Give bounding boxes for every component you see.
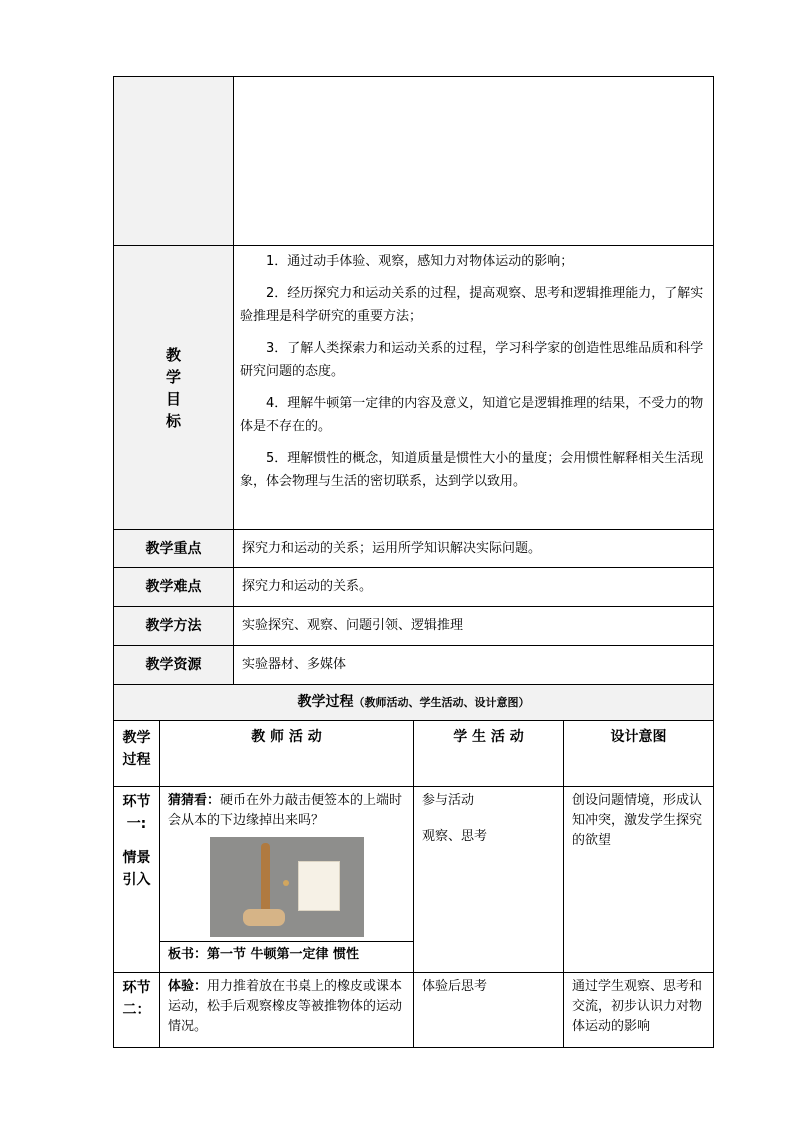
objective-item: 2．经历探究力和运动关系的过程，提高观察、思考和逻辑推理能力，了解实验推理是科学研究的重要方法； [240, 286, 704, 324]
lesson-plan-document [113, 76, 713, 1048]
col-student-header: 学 生 活 动 [414, 721, 564, 787]
key-points-row [114, 530, 714, 568]
teacher-activity-text: 用力推着放在书桌上的橡皮或课本运动，松手后观察橡皮等被推物体的运动情况。 [168, 979, 403, 1034]
difficulties-value: 探究力和运动的关系。 [234, 568, 714, 607]
objectives-label [114, 246, 234, 530]
methods-value: 实验探究、观察、问题引领、逻辑推理 [234, 607, 714, 646]
objective-item: 3．了解人类探索力和运动关系的过程，学习科学家的创造性思维品质和科学研究问题的态度。 [240, 341, 704, 379]
process-header [114, 685, 714, 721]
student-activity: 参与活动 [422, 793, 475, 808]
process-header-row [114, 685, 714, 721]
objective-item: 1．通过动手体验、观察，感知力对物体运动的影响； [266, 254, 574, 269]
stage-name: 情景引入 [122, 850, 151, 888]
empty-label-cell [114, 77, 234, 246]
stage-number: 环节一: [122, 794, 151, 832]
empty-content-cell [234, 77, 714, 246]
col-teacher-header: 教 师 活 动 [160, 721, 414, 787]
design-intent-cell: 创设问题情境，形成认知冲突，激发学生探究的欲望 [564, 787, 714, 973]
hammer-head [243, 909, 285, 926]
objectives-label-char: 学 [165, 367, 181, 386]
stage-cell [114, 787, 160, 973]
teacher-activity-cell [160, 973, 414, 1048]
notepad [298, 861, 340, 911]
process-subtitle: （教师活动、学生活动、设计意图） [353, 696, 530, 709]
col-stage-header: 教学过程 [114, 721, 160, 787]
coin [283, 880, 289, 886]
stage-cell [114, 973, 160, 1048]
teacher-activity-cell [160, 787, 414, 973]
key-points-label: 教学重点 [114, 530, 234, 568]
resources-value: 实验器材、多媒体 [234, 646, 714, 685]
methods-label: 教学方法 [114, 607, 234, 646]
objectives-row [114, 246, 714, 530]
hammer-coin-notepad-photo [210, 837, 364, 937]
difficulties-row [114, 568, 714, 607]
board-note: 板书：第一节 牛顿第一定律 惯性 [160, 941, 413, 969]
stage-number: 环节二： [122, 980, 151, 1018]
process-title: 教学过程 [297, 694, 354, 710]
difficulties-label: 教学难点 [114, 568, 234, 607]
objective-item: 4．理解牛顿第一定律的内容及意义，知道它是逻辑推理的结果，不受力的物体是不存在的。 [240, 396, 704, 434]
objectives-label-char: 教 [165, 345, 181, 364]
methods-row [114, 607, 714, 646]
process-row [114, 973, 714, 1048]
empty-top-row [114, 77, 714, 246]
objectives-label-char: 标 [165, 411, 181, 430]
objectives-list [234, 246, 714, 530]
resources-label: 教学资源 [114, 646, 234, 685]
col-design-header: 设计意图 [564, 721, 714, 787]
objectives-label-char: 目 [165, 389, 181, 408]
process-columns-row [114, 721, 714, 787]
teacher-activity-lead: 猜猜看： [168, 793, 221, 808]
student-activity-cell [414, 973, 564, 1048]
design-intent-cell: 通过学生观察、思考和交流，初步认识力对物体运动的影响 [564, 973, 714, 1048]
teacher-activity-text: 硬币在外力敲击便签本的上端时会从本的下边缘掉出来吗？ [168, 793, 403, 828]
teacher-activity-lead: 体验： [168, 979, 208, 994]
key-points-value: 探究力和运动的关系；运用所学知识解决实际问题。 [234, 530, 714, 568]
objective-item: 5．理解惯性的概念，知道质量是惯性大小的量度；会用惯性解释相关生活现象，体会物理与生活的密切联系，达到学以致用。 [240, 451, 704, 489]
student-activity: 体验后思考 [422, 979, 488, 994]
student-activity-cell [414, 787, 564, 973]
hammer-handle [261, 843, 270, 915]
resources-row [114, 646, 714, 685]
student-activity: 观察、思考 [422, 829, 488, 844]
process-row [114, 787, 714, 973]
lesson-plan-table [113, 76, 714, 1048]
